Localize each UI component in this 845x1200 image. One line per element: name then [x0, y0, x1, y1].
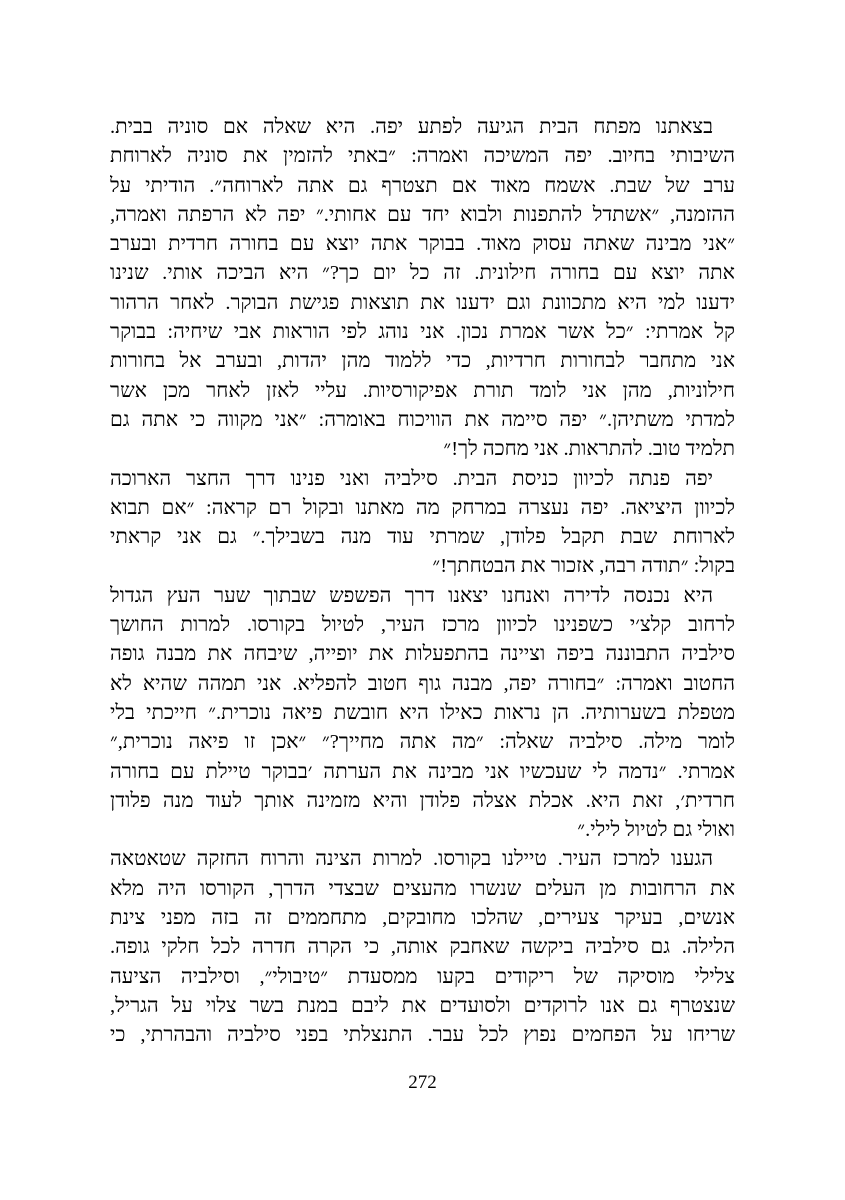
- text-line: ערב של שבת. אשמח מאוד אם תצטרף גם אתה לארוחה״. הודיתי על: [110, 174, 735, 197]
- text-line: תלמיד טוב. להתראות. אני מחכה לך!״: [443, 438, 735, 461]
- paragraph-1: [110, 113, 735, 465]
- text-line: חילוניות, מהן אני לומד תורת אפיקורסיות. עליי לאזן לאחר מכן אשר: [110, 379, 735, 402]
- text-line: מטפלת בשערותיה. הן נראות כאילו היא חובשת פיאה נוכרית.״ חייכתי בלי: [110, 701, 735, 724]
- text-line: בצאתנו מפתח הבית הגיעה לפתע יפה. היא שאלה אם סוניה בבית.: [110, 116, 713, 138]
- paragraph-2: [110, 465, 735, 582]
- text-line: אנשים, בעיקר צעירים, שהלכו מחובקים, מתחממים זה בזה מפני צינת: [110, 907, 735, 930]
- text-line: אמרתי. ״נדמה לי שעכשיו אני מבינה את הערתה ׳בבוקר טיילת עם בחורה: [110, 760, 735, 783]
- text-line: יפה פנתה לכיוון כניסת הבית. סילביה ואני פנינו דרך החצר הארוכה: [110, 467, 713, 490]
- text-line: שריחו על הפחמים נפוץ לכל עבר. התנצלתי בפני סילביה והבהרתי, כי: [110, 1024, 735, 1047]
- text-line: ואולי גם לטיול לילי.״: [577, 819, 735, 842]
- text-line: ״אני מבינה שאתה עסוק מאוד. בבוקר אתה יוצא עם בחורה חרדית ובערב: [110, 233, 735, 256]
- text-line: בקול: ״תודה רבה, אזכור את הבטחתך!״: [432, 555, 735, 578]
- paragraph-3: [110, 582, 735, 846]
- text-line: את הרחובות מן העלים שנשרו מהעצים שבצדי הדרך, הקורסו היה מלא: [110, 877, 735, 900]
- text-line: ידענו למי היא מתכוונת וגם ידענו את תוצאות פגישת הבוקר. לאחר הרהור: [110, 291, 735, 314]
- text-line: למדתי משתיהן.״ יפה סיימה את הוויכוח באומרה: ״אני מקווה כי אתה גם: [110, 408, 735, 431]
- text-line: היא נכנסה לדירה ואנחנו יצאנו דרך הפשפש שבתוך שער העץ הגדול: [110, 584, 713, 607]
- text-line: הגענו למרכז העיר. טיילנו בקורסו. למרות הצינה והרוח החזקה שטאטאה: [110, 848, 713, 871]
- body-text: [110, 113, 735, 1051]
- page-number: 272: [408, 1072, 437, 1093]
- text-line: אתה יוצא עם בחורה חילונית. זה כל יום כך?״ היא הביכה אותי. שנינו: [110, 262, 735, 285]
- text-line: השיבותי בחיוב. יפה המשיכה ואמרה: ״באתי להזמין את סוניה לארוחת: [110, 145, 735, 168]
- text-line: לומר מילה. סילביה שאלה: ״מה אתה מחייך?״ ״אכן זו פיאה נוכרית,״: [110, 731, 735, 754]
- text-line: קל אמרתי: ״כל אשר אמרת נכון. אני נוהג לפי הוראות אבי שיחיה: בבוקר: [110, 321, 735, 344]
- text-line: לכיוון היציאה. יפה נעצרה במרחק מה מאתנו ובקול רם קראה: ״אם תבוא: [110, 496, 735, 519]
- text-line: שנצטרף גם אנו לרוקדים ולסועדים את ליבם במנת בשר צלוי על הגריל,: [110, 994, 735, 1017]
- text-line: חרדית׳, זאת היא. אכלת אצלה פלודן והיא מזמינה אותך לעוד מנה פלודן: [110, 789, 735, 812]
- text-line: לארוחת שבת תקבל פלודן, שמרתי עוד מנה בשבילך.״ גם אני קראתי: [110, 526, 735, 549]
- text-line: אני מתחבר לבחורות חרדיות, כדי ללמוד מהן יהדות, ובערב אל בחורות: [110, 350, 735, 373]
- text-line: סילביה התבוננה ביפה וציינה בהתפעלות את יופייה, שיבחה את מבנה גופה: [110, 643, 735, 666]
- text-line: לרחוב קלצ׳י כשפנינו לכיוון מרכז העיר, לטיול בקורסו. למרות החושך: [110, 614, 735, 637]
- text-line: הלילה. גם סילביה ביקשה שאחבק אותה, כי הקרה חדרה לכל חלקי גופה.: [110, 936, 735, 959]
- paragraph-4: [110, 845, 735, 1050]
- text-line: החטוב ואמרה: ״בחורה יפה, מבנה גוף חטוב להפליא. אני תמהה שהיא לא: [110, 672, 735, 695]
- text-line: צלילי מוסיקה של ריקודים בקעו ממסעדת ״טיבולי״, וסילביה הציעה: [110, 965, 735, 988]
- text-line: ההזמנה, ״אשתדל להתפנות ולבוא יחד עם אחותי.״ יפה לא הרפתה ואמרה,: [110, 203, 735, 226]
